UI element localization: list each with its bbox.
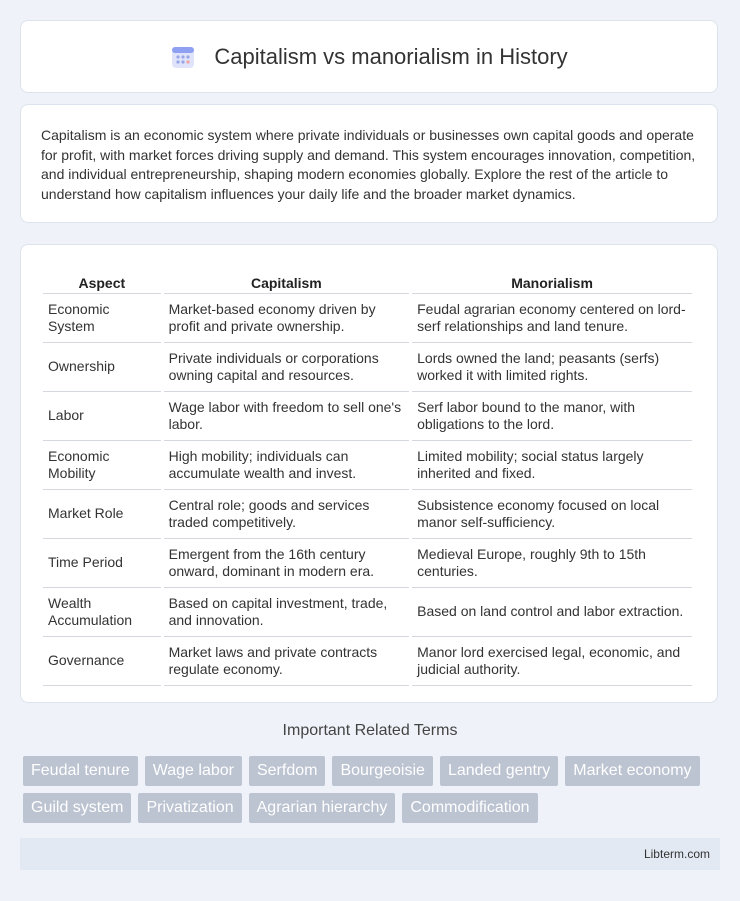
tag-wage-labor[interactable]: Wage labor	[145, 756, 242, 786]
table-row	[43, 539, 692, 588]
table-row	[43, 294, 692, 343]
title-wrap	[170, 44, 567, 70]
cell-capitalism: Wage labor with freedom to sell one's labor.	[164, 392, 410, 441]
cell-capitalism: Emergent from the 16th century onward, dominant in modern era.	[164, 539, 410, 588]
table-row	[43, 588, 692, 637]
table-row	[43, 441, 692, 490]
cell-manorialism: Based on land control and labor extraction.	[412, 588, 692, 637]
comparison-table-card	[20, 244, 718, 703]
header-capitalism: Capitalism	[164, 265, 410, 294]
tag-bourgeoisie[interactable]: Bourgeoisie	[332, 756, 433, 786]
cell-capitalism: Private individuals or corporations owning capital and resources.	[164, 343, 410, 392]
related-terms-tags	[23, 756, 723, 823]
tag-serfdom[interactable]: Serfdom	[249, 756, 325, 786]
related-terms-title: Important Related Terms	[282, 722, 458, 739]
cell-manorialism: Subsistence economy focused on local manor self-sufficiency.	[412, 490, 692, 539]
table-row	[43, 490, 692, 539]
cell-aspect: Wealth Accumulation	[43, 588, 161, 637]
cell-capitalism: Based on capital investment, trade, and innovation.	[164, 588, 410, 637]
header-manorialism: Manorialism	[412, 265, 692, 294]
comparison-table	[40, 265, 695, 686]
footer-brand-link[interactable]: Libterm.com	[643, 847, 710, 861]
table-row	[43, 392, 692, 441]
cell-aspect: Economic System	[43, 294, 161, 343]
intro-text: Capitalism is an economic system where private individuals or businesses own capital goods and operate for profit, with market forces driving supply and demand. This system encourages innovation, competition, and individual entrepreneurship, shaping modern economies globally. Explore the rest of the article to understand how capitalism influences your daily life and the broader market dynamics.	[41, 127, 696, 202]
cell-aspect: Time Period	[43, 539, 161, 588]
cell-aspect: Ownership	[43, 343, 161, 392]
cell-manorialism: Medieval Europe, roughly 9th to 15th centuries.	[412, 539, 692, 588]
cell-manorialism: Manor lord exercised legal, economic, and judicial authority.	[412, 637, 692, 686]
tag-commodification[interactable]: Commodification	[402, 793, 537, 823]
table-row	[43, 637, 692, 686]
tag-feudal-tenure[interactable]: Feudal tenure	[23, 756, 138, 786]
cell-capitalism: Market laws and private contracts regulate economy.	[164, 637, 410, 686]
tag-privatization[interactable]: Privatization	[138, 793, 241, 823]
cell-manorialism: Lords owned the land; peasants (serfs) worked it with limited rights.	[412, 343, 692, 392]
cell-aspect: Governance	[43, 637, 161, 686]
tag-market-economy[interactable]: Market economy	[565, 756, 699, 786]
cell-capitalism: Central role; goods and services traded competitively.	[164, 490, 410, 539]
calendar-icon	[170, 44, 196, 70]
footer	[20, 838, 720, 870]
tag-guild-system[interactable]: Guild system	[23, 793, 131, 823]
table-header-row	[43, 265, 692, 294]
tag-agrarian-hierarchy[interactable]: Agrarian hierarchy	[249, 793, 396, 823]
cell-manorialism: Serf labor bound to the manor, with obligations to the lord.	[412, 392, 692, 441]
cell-aspect: Economic Mobility	[43, 441, 161, 490]
page-title: Capitalism vs manorialism in History	[214, 43, 568, 69]
header-card	[20, 20, 718, 93]
cell-manorialism: Feudal agrarian economy centered on lord-serf relationships and land tenure.	[412, 294, 692, 343]
intro-card	[20, 104, 718, 223]
cell-capitalism: High mobility; individuals can accumulate wealth and invest.	[164, 441, 410, 490]
cell-aspect: Labor	[43, 392, 161, 441]
cell-aspect: Market Role	[43, 490, 161, 539]
cell-manorialism: Limited mobility; social status largely inherited and fixed.	[412, 441, 692, 490]
table-row	[43, 343, 692, 392]
tag-landed-gentry[interactable]: Landed gentry	[440, 756, 558, 786]
header-aspect: Aspect	[43, 265, 161, 294]
cell-capitalism: Market-based economy driven by profit and private ownership.	[164, 294, 410, 343]
